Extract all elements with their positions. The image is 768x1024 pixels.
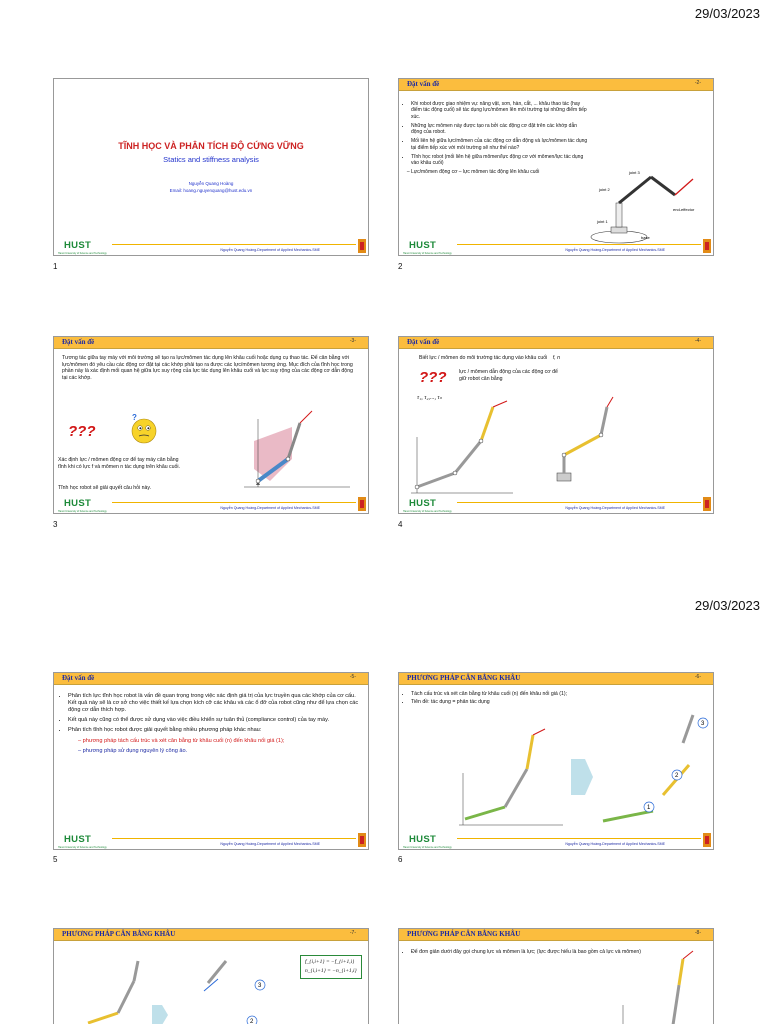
thinking-face-icon	[130, 413, 160, 445]
slide-7	[53, 928, 369, 1024]
slide-footer	[399, 499, 713, 513]
slide-page: -8-	[694, 930, 701, 936]
label-joint1: joint 1	[597, 219, 608, 224]
school-logo-icon	[358, 497, 366, 511]
slide-3	[53, 336, 369, 514]
slide-number: 5	[53, 855, 58, 864]
hust-subtitle: Hanoi University of Science and Technology	[58, 510, 107, 513]
hust-subtitle: Hanoi University of Science and Technology	[403, 510, 452, 513]
svg-text:?: ?	[132, 413, 137, 422]
circle-label: 3	[258, 983, 262, 989]
slide-page: -3-	[349, 338, 356, 344]
slide-page: -5-	[349, 674, 356, 680]
slide-number: 1	[53, 262, 58, 271]
slide-header	[399, 79, 713, 91]
hust-logo: HUST	[409, 834, 437, 845]
slide-6	[398, 672, 714, 850]
robot-decomposition-diagram	[453, 703, 711, 837]
slide-page: -4-	[694, 338, 701, 344]
circle-label: 3	[701, 721, 705, 727]
force-symbol: f, n	[552, 355, 560, 361]
hust-subtitle: Hanoi University of Science and Technology	[403, 846, 452, 849]
label-end-effector: end-effector	[673, 207, 695, 212]
footer-credit: Nguyễn Quang Hoàng-Department of Applied Mechanics-SME	[220, 842, 320, 846]
footer-credit: Nguyễn Quang Hoàng-Department of Applied Mechanics-SME	[220, 506, 320, 510]
bullet: • Tách cấu trúc và xét cân bằng từ khâu cuối (n) đến khâu nối giá (1);	[411, 691, 593, 698]
bullet: • Để đơn giản dưới đây gọi chung lực và mômen là lực; (lực được hiểu là bao gồm cả lực và mômen)	[411, 949, 643, 956]
link-equilibrium-diagram	[58, 943, 294, 1024]
slide-title: TĨNH HỌC VÀ PHÂN TÍCH ĐỘ CỨNG VỮNG	[118, 141, 304, 151]
slide-body	[403, 949, 643, 959]
bullet: • Những lực mômen này được tạo ra bởi các động cơ đặt trên các khớp dẫn động của robot.	[411, 123, 589, 136]
slide-5	[53, 672, 369, 850]
question-marks: ???	[68, 423, 96, 440]
footer-credit: Nguyễn Quang Hoàng-Department of Applied Mechanics-SME	[565, 506, 665, 510]
school-logo-icon	[358, 239, 366, 253]
motor-force-line: lực / mômen dẫn động của các động cơ để giữ robot cân bằng	[459, 369, 558, 382]
slide-paragraph: Tương tác giữa tay máy với môi trường sẽ tạo ra lực/mômen tác dụng lên khâu cuối hoặc dụng cụ thao tác. Để cân bằng với lực/mômen đó yêu cầu các động cơ đặt tại các khớp phải tạo ra được các lực/mômen tương ứng. Mục đích của tĩnh học trong phần này là xác định mối quan hệ giữa lực suy rộng của lực tác dụng lên khâu cuối và lực suy rộng của các động cơ dẫn động tại các khớp.	[62, 355, 353, 381]
page-date: 29/03/2023	[694, 598, 760, 613]
bullet: • Phân tích tĩnh học robot được giải quyết bằng nhiều phương pháp khác nhau:	[68, 727, 360, 734]
school-logo-icon	[703, 497, 711, 511]
slide-footer	[54, 835, 368, 849]
planar-robot-diagram	[240, 399, 366, 499]
author-email: Email: hoang.nguyenquang@hust.edu.vn	[169, 188, 253, 193]
school-logo-icon	[703, 833, 711, 847]
bullet: • Tĩnh học robot (mối liên hệ giữa mômen/lực động cơ với mômen/lực tác dụng vào khâu cuối)	[411, 154, 589, 167]
known-force-line: Biết lực / mômen do môi trường tác dụng vào khâu cuối	[419, 355, 548, 361]
slide-1	[53, 78, 369, 256]
slide-heading: Đặt vấn đề	[62, 338, 95, 346]
slide-header	[399, 673, 713, 685]
footer-credit: Nguyễn Quang Hoàng-Department of Applied Mechanics-SME	[565, 842, 665, 846]
circle-label: 1	[647, 805, 651, 811]
question-marks: ???	[419, 369, 447, 386]
footer-credit: Nguyễn Quang Hoàng-Department of Applied Mechanics-SME	[565, 248, 665, 252]
slide-header	[54, 673, 368, 685]
bullet: – Lực/mômen động cơ – lực mômen tác động lên khâu cuối	[411, 169, 589, 175]
label-joint3: joint 3	[629, 170, 640, 175]
bullet: • Kết quả này cũng có thể được sử dụng vào việc điều khiển sự tuân thủ (compliance control) của tay máy.	[68, 717, 360, 724]
moment-equation: n_{i,i+1} = −n_{i+1,i}	[305, 967, 357, 974]
method-list	[60, 738, 360, 755]
bullet: • Mối liên hệ giữa lực/mômen của các động cơ dẫn động và lực/mômen tác dụng tại điểm tiếp xúc với môi trường sẽ như thế nào?	[411, 138, 589, 151]
force-equation: f_{i,i+1} = −f_{i+1,i}	[305, 959, 355, 965]
slide-subtitle: Statics and stiffness analysis	[163, 155, 259, 164]
robot-arm-diagram	[613, 945, 713, 1024]
slide-2	[398, 78, 714, 256]
label-joint2: joint 2	[599, 187, 610, 192]
slide-header	[54, 337, 368, 349]
hust-subtitle: Hanoi University of Science and Technology	[403, 252, 452, 255]
tau-symbols: τ₁, τ₂,..., τₙ	[417, 395, 443, 401]
serial-robot-diagram-left	[403, 397, 523, 501]
hust-logo: HUST	[409, 498, 437, 509]
method-item: – phương pháp sử dụng nguyên lý công ảo.	[78, 747, 188, 754]
slide-header	[399, 929, 713, 941]
slide-heading: PHƯƠNG PHÁP CÂN BẰNG KHÂU	[62, 930, 176, 938]
slide-heading: PHƯƠNG PHÁP CÂN BẰNG KHÂU	[407, 930, 521, 938]
footer-credit: Nguyễn Quang Hoàng-Department of Applied Mechanics-SME	[220, 248, 320, 252]
hust-subtitle: Hanoi University of Science and Technology	[58, 846, 107, 849]
known-force-text	[419, 355, 619, 362]
question-text: Xác định lực / mômen động cơ để tay máy cân bằng tĩnh khi có lực f và mômen n tác dụng trên khâu cuối.	[58, 457, 180, 470]
slide-footer	[54, 241, 368, 255]
slide-heading: Đặt vấn đề	[62, 674, 95, 682]
hust-logo: HUST	[64, 240, 92, 251]
slide-number: 3	[53, 520, 58, 529]
slide-heading: PHƯƠNG PHÁP CÂN BẰNG KHÂU	[407, 674, 521, 682]
slide-page: -7-	[349, 930, 356, 936]
slide-8	[398, 928, 714, 1024]
slide-page: -6-	[694, 674, 701, 680]
slide-footer	[399, 241, 713, 255]
slide-number: 4	[398, 520, 403, 529]
slide-4	[398, 336, 714, 514]
slide-header	[54, 929, 368, 941]
label-base: base	[641, 235, 650, 240]
bullet: • Khi robot được giao nhiệm vụ: nâng vật, sơn, hàn, cắt, ... khâu thao tác (hay điểm tác động cuối) sẽ tác dụng lực/mômen lên môi trường tại những điểm tiếp xúc.	[411, 101, 589, 120]
equation-box	[300, 955, 362, 979]
circle-label: 2	[675, 773, 679, 779]
hust-logo: HUST	[64, 498, 92, 509]
robot-arm-diagram	[589, 161, 711, 245]
slide-heading: Đặt vấn đề	[407, 80, 440, 88]
slide-number: 6	[398, 855, 403, 864]
circle-label: 2	[250, 1019, 254, 1024]
school-logo-icon	[358, 833, 366, 847]
bullet: • Phân tích lực tĩnh học robot là vấn đề quan trọng trong việc xác định giá trị của lực truyền qua các khớp của cơ cấu. Kết quả này sẽ là cơ sở cho việc thiết kế lựa chọn kích cỡ các khâu và các ổ đỡ của robot cũng như để lựa chọn các động cơ dẫn thích hợp.	[68, 693, 360, 714]
answer-text: Tĩnh học robot sẽ giải quyết câu hỏi này.	[58, 485, 152, 491]
slide-header	[399, 337, 713, 349]
serial-robot-diagram-right	[549, 395, 669, 499]
slide-number: 2	[398, 262, 403, 271]
method-item: – phương pháp tách cấu trúc và xét cân bằng từ khâu cuối (n) đến khâu nối giá (1);	[78, 737, 285, 744]
hust-logo: HUST	[409, 240, 437, 251]
author-name: Nguyễn Quang Hoàng	[188, 181, 234, 186]
slide-footer	[399, 835, 713, 849]
page-date: 29/03/2023	[694, 6, 760, 21]
slide-footer	[54, 499, 368, 513]
bullet: • Tiên đề: tác dụng = phản tác dụng	[411, 699, 593, 706]
school-logo-icon	[703, 239, 711, 253]
hust-logo: HUST	[64, 834, 92, 845]
slide-heading: Đặt vấn đề	[407, 338, 440, 346]
slide-body	[60, 693, 360, 755]
slide-body	[403, 101, 589, 179]
hust-subtitle: Hanoi University of Science and Technology	[58, 252, 107, 255]
slide-page: -2-	[694, 80, 701, 86]
